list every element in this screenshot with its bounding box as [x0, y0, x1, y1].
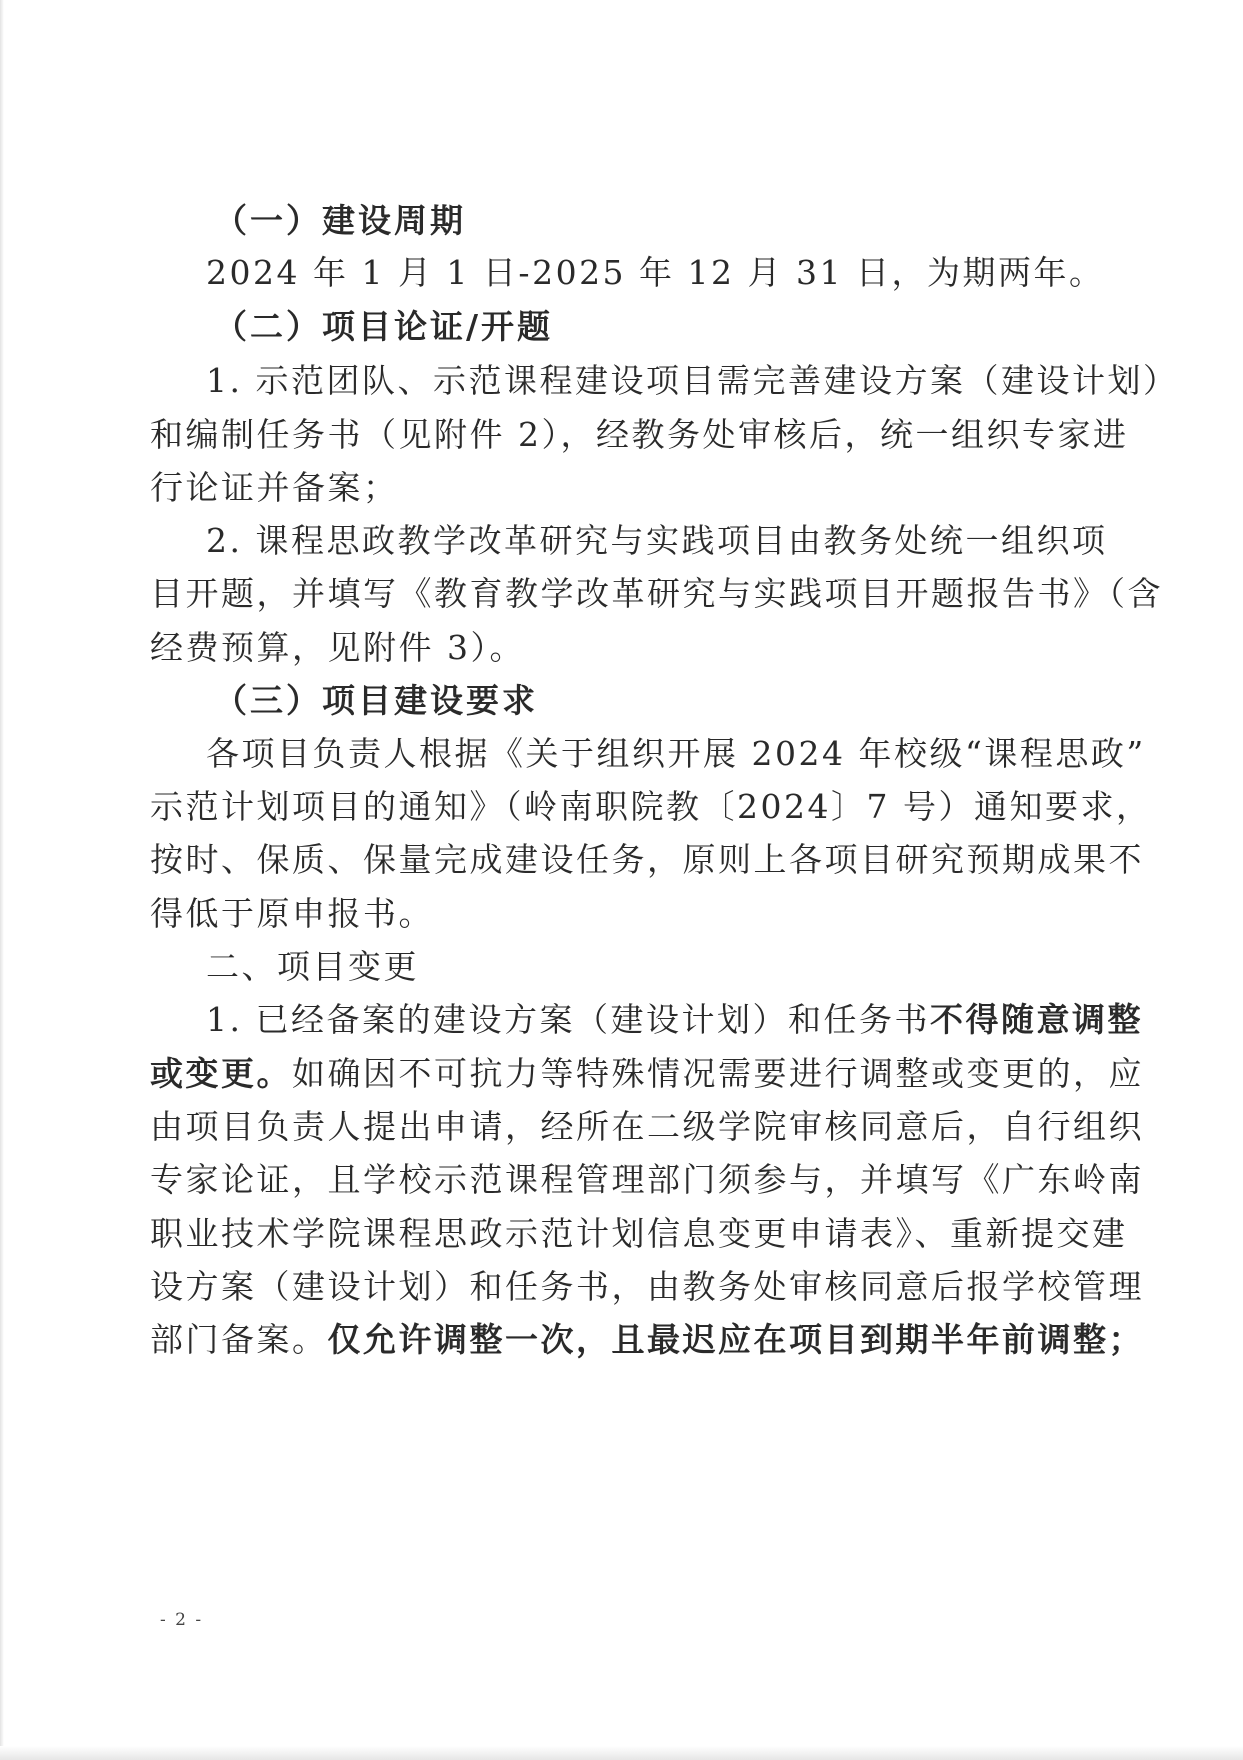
- paragraph-line: [0, 1315, 1243, 1365]
- scan-bottom-edge: [0, 1746, 1243, 1760]
- paragraph-line: [0, 1049, 1243, 1099]
- emphasis-text: 不得随意调整: [929, 1000, 1143, 1039]
- emphasis-text: 或变更。: [150, 1054, 292, 1093]
- construction-period-text: 2024 年 1 月 1 日-2025 年 12 月 31 日，为期两年。: [206, 253, 1105, 292]
- paragraph-line: 按时、保质、保量完成建设任务，原则上各项目研究预期成果不: [150, 840, 1144, 879]
- paragraph-line: 行论证并备案；: [150, 468, 399, 507]
- paragraph-line: 示范计划项目的通知》（岭南职院教〔2024〕7 号）通知要求，: [150, 787, 1152, 826]
- text-run: 部门备案。: [150, 1320, 328, 1359]
- heading-construction-requirements: （三）项目建设要求: [214, 681, 538, 720]
- heading-project-change: 二、项目变更: [206, 947, 419, 986]
- paragraph-line: 2. 课程思政教学改革研究与实践项目由教务处统一组织项: [206, 521, 1108, 560]
- paragraph-line: 各项目负责人根据《关于组织开展 2024 年校级“课程思政”: [206, 734, 1146, 773]
- page-number: - 2 -: [160, 1610, 204, 1630]
- paragraph-line: 得低于原申报书。: [150, 894, 434, 933]
- paragraph-line: 经费预算，见附件 3）。: [150, 628, 525, 667]
- text-run: 如确因不可抗力等特殊情况需要进行调整或变更的，应: [292, 1054, 1144, 1093]
- heading-construction-period: （一）建设周期: [214, 201, 466, 240]
- paragraph-line: 专家论证，且学校示范课程管理部门须参与，并填写《广东岭南: [150, 1160, 1144, 1199]
- emphasis-text: 仅允许调整一次，且最迟应在项目到期半年前调整；: [327, 1320, 1144, 1359]
- text-run: 1. 已经备案的建设方案（建设计划）和任务书: [206, 1000, 930, 1039]
- paragraph-line: 目开题，并填写《教育教学改革研究与实践项目开题报告书》（含: [150, 574, 1163, 613]
- paragraph-line: [0, 995, 1243, 1045]
- paragraph-line: 1. 示范团队、示范课程建设项目需完善建设方案（建设计划）: [206, 361, 1179, 400]
- paragraph-line: 和编制任务书（见附件 2），经教务处审核后，统一组织专家进: [150, 415, 1129, 454]
- paragraph-line: 设方案（建设计划）和任务书，由教务处审核同意后报学校管理: [150, 1267, 1144, 1306]
- paragraph-line: 由项目负责人提出申请，经所在二级学院审核同意后，自行组织: [150, 1107, 1144, 1146]
- heading-project-demonstration: （二）项目论证/开题: [214, 307, 554, 346]
- paragraph-line: 职业技术学院课程思政示范计划信息变更申请表》、重新提交建: [150, 1214, 1128, 1253]
